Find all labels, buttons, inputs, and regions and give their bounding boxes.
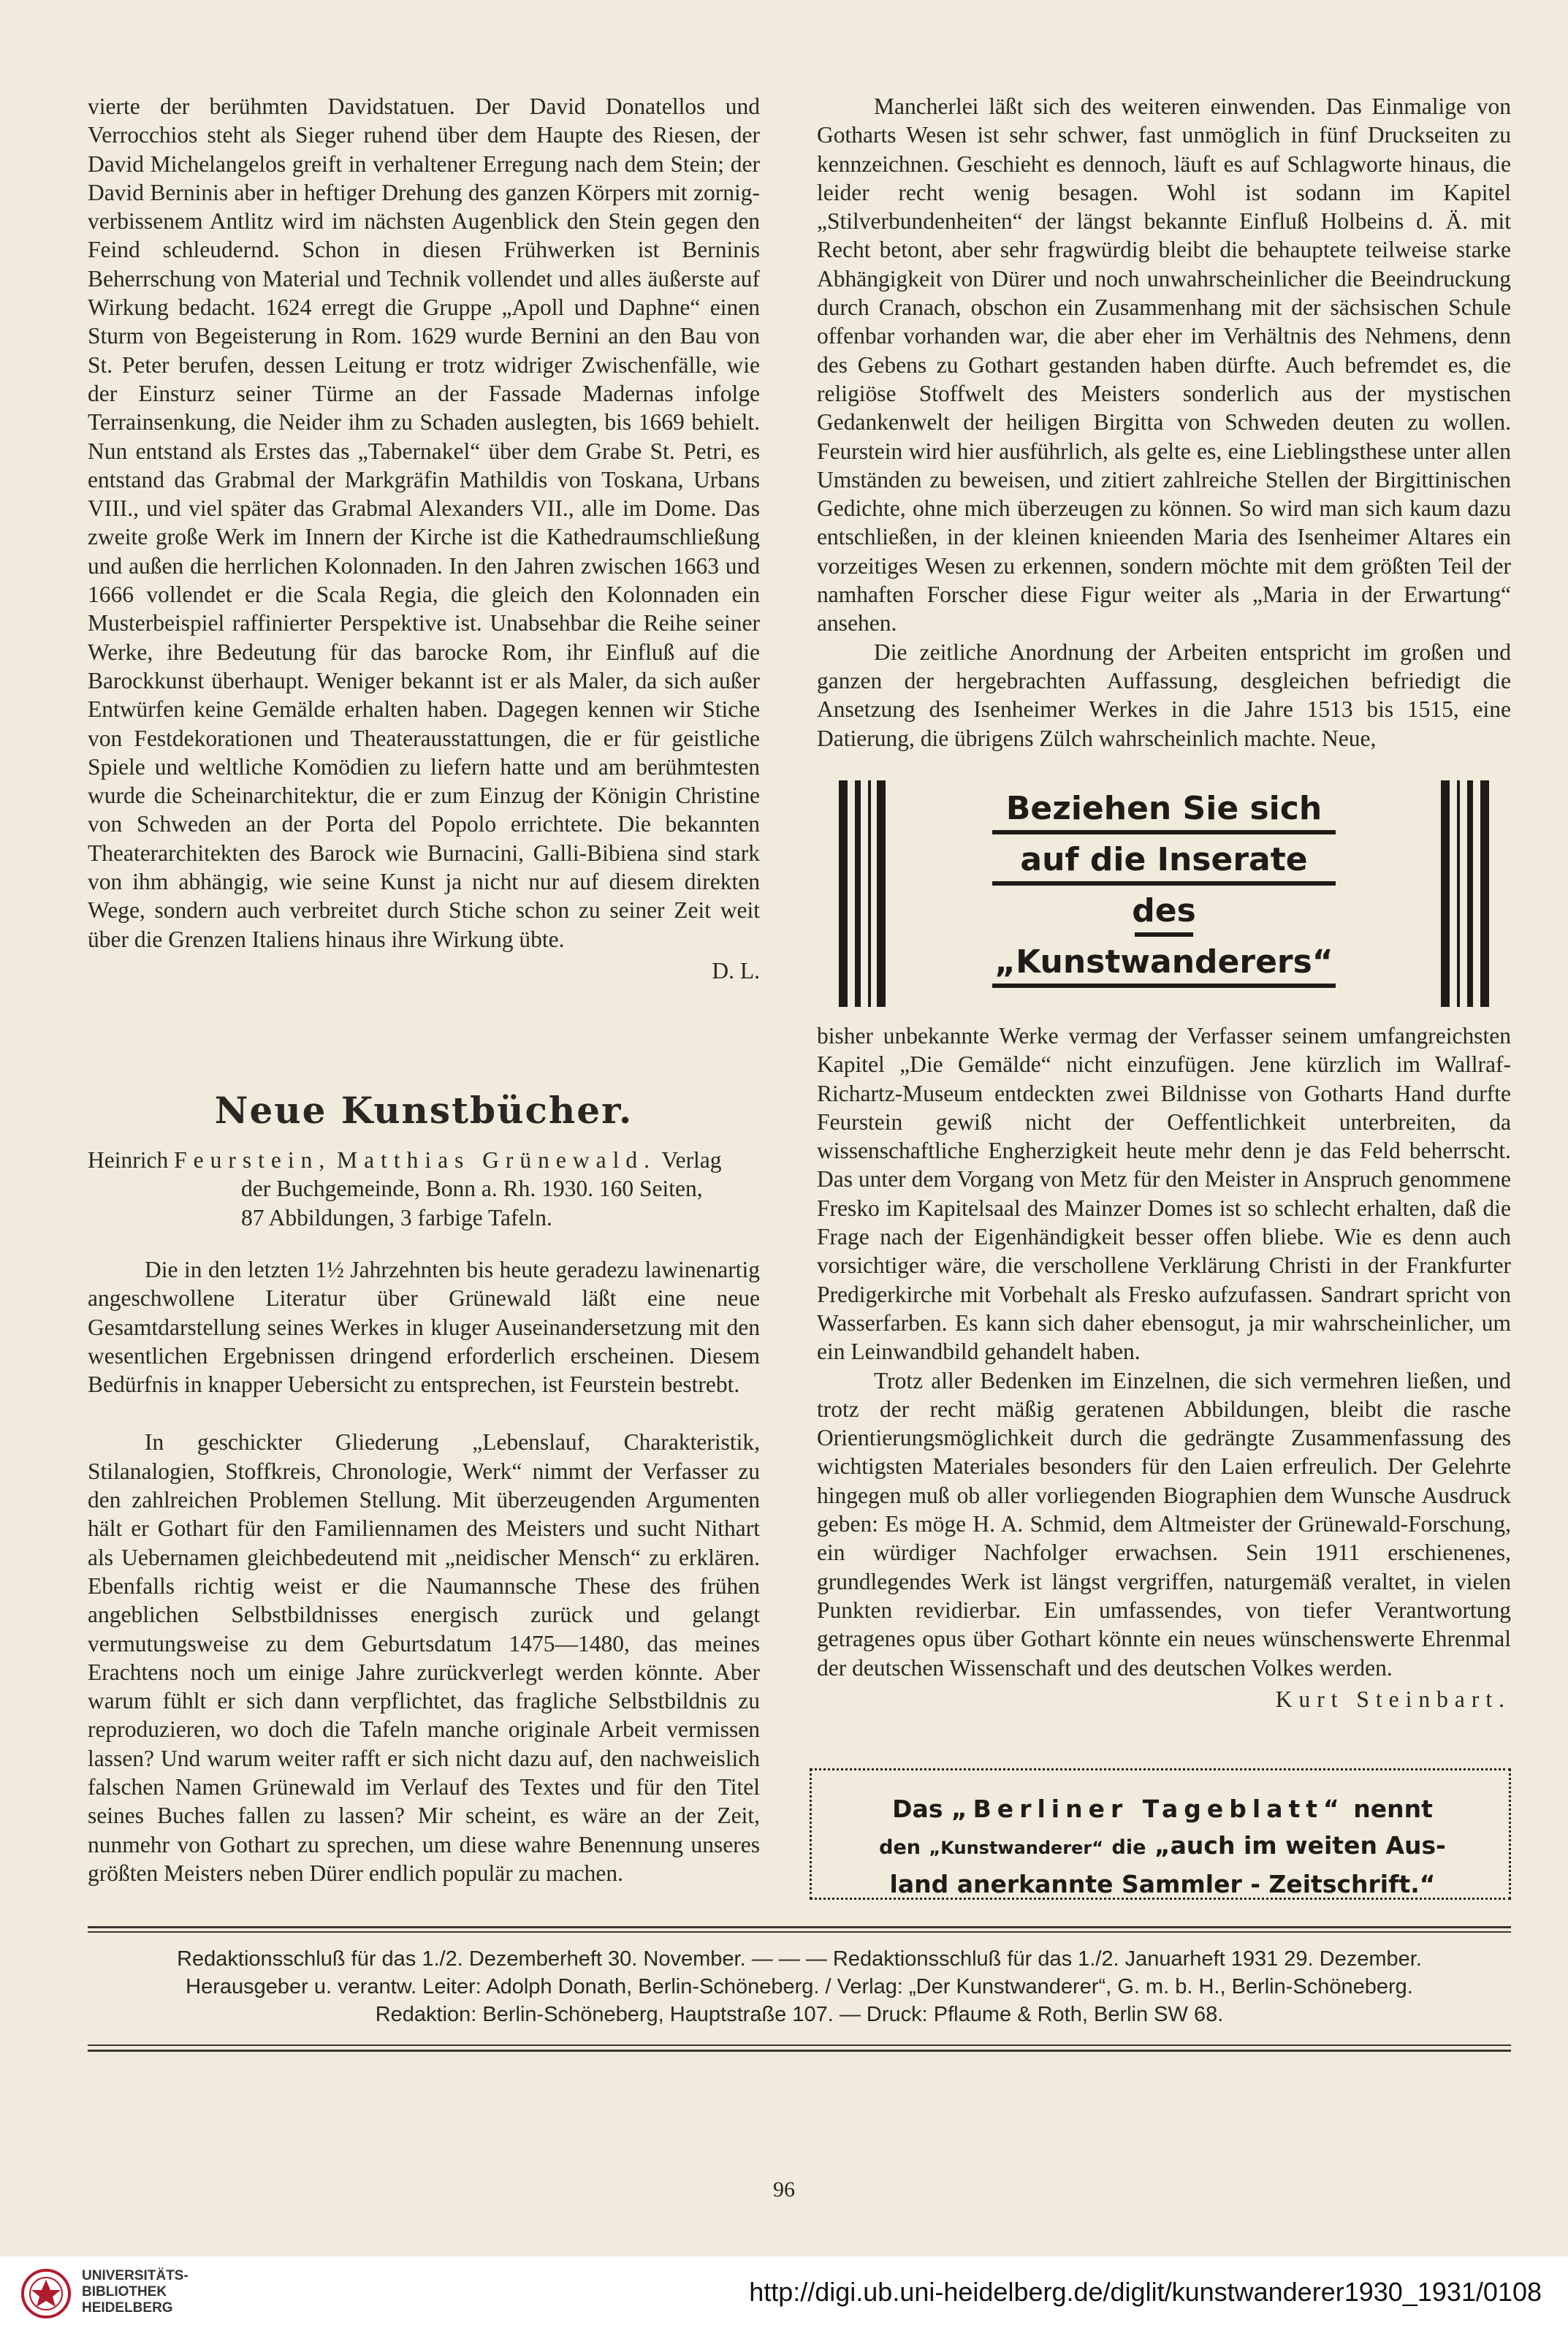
book-extent: 87 Abbildungen, 3 farbige Tafeln. bbox=[241, 1204, 552, 1230]
book-author-lastname: Feurstein, bbox=[174, 1147, 332, 1173]
tageblatt-quote bbox=[841, 1791, 1484, 1903]
paragraph: Mancherlei läßt sich des weiteren einwenden. Das Einmalige von Gotharts Wesen ist sehr schwer, fast unmöglich in fünf Druckseiten zu kennzeichnen. Geschieht es dennoch, läuft es auf Schlagworte hinaus, die leider recht wenig besagen. Wohl ist sodann im Kapitel „Stilverbundenheiten“ der längst bekannte Einfluß Holbeins d. Ä. mit Recht betont, aber sehr fragwürdig bleibt die behauptete teilweise starke Abhängigkeit von Dürer und noch unwahrscheinlicher die Beeindruckung durch Cranach, obschon ein Zusammenhang mit der sächsischen Schule offenbar vorhanden war, die aber eher im Verhältnis des Nehmens, denn des Gebens zu Gothart gestanden haben dürfte. Auch befremdet es, die religiöse Stoffwelt des Meisters sonderlich aus der mystischen Gedankenwelt der heiligen Birgitta von Schweden deuten zu wollen. Feurstein wird hier ausführlich, als gelte es, eine Lieblingsthese unter allen Umständen zu beweisen, und zitiert zahlreiche Stellen der Birgittinischen Gedichte, ohne mich überzeugen zu können. So wird man sich kaum dazu entschließen, in der kleinen knieenden Maria des Isenheimer Altares ein vorzeitiges Wesen zu erkennen, sondern möchte mit dem größten Teil der namhaften Forscher diese Figur weiter als „Maria in der Erwartung“ ansehen. bbox=[817, 94, 1511, 636]
book-title: Matthias Grünewald. bbox=[337, 1147, 657, 1173]
article-bernini-continued bbox=[88, 92, 760, 985]
divider bbox=[88, 2050, 1511, 2052]
tageblatt-quote-box bbox=[810, 1768, 1511, 1900]
section-heading: Neue Kunstbücher. bbox=[214, 1089, 633, 1132]
divider bbox=[88, 1931, 1511, 1933]
advertisement-box bbox=[839, 780, 1489, 1007]
paragraph: In geschickter Gliederung „Lebenslauf, Charakteristik, Stilanalogien, Stoffkreis, Chronologie, Werk“ nimmt der Verfasser zu den zahlreichen Problemen Stellung. Mit überzeugenden Argumenten hält er Gothart für den Familiennamen des Meisters und sucht Nithart als Uebernamen gleichbedeutend mit „neidischer Mensch“ zu erklären. Ebenfalls richtig weist er die Naumannsche These des frühen angeblichen Selbstbildnisses energisch zurück und gelangt vermutungsweise zu dem Geburtsdatum 1475—1480, das meines Erachtens noch um einige Jahre zurückverlegt werden könnte. Aber warum fühlt er sich dann verpflichtet, das fragliche Selbstbildnis zu reproduzieren, wo doch die Tafeln manche originale Arbeit vermissen lassen? Und warum weiter rafft er sich nicht dazu auf, den nachweislich falschen Namen Grünewald im Verlauf des Textes und für den Titel seines Buches fallen zu lassen? Mir scheint, es wäre an der Zeit, nunmehr von Gothart zu sprechen, um diese wahre Benennung unseres größten Meisters neben Dürer endlich populär zu machen. bbox=[88, 1429, 760, 1886]
review-right-column-top bbox=[817, 92, 1511, 753]
author-initials: D. L. bbox=[712, 957, 760, 984]
book-author-firstname: Heinrich bbox=[88, 1147, 169, 1173]
paragraph: Die zeitliche Anordnung der Arbeiten entspricht im großen und ganzen der hergebrachten Auffassung, desgleichen befriedigt die Ansetzung des Isenheimer Werkes in die Jahre 1513 bis 1515, eine Datierung, die übrigens Zülch wahrscheinlich machte. Neue, bbox=[817, 639, 1511, 751]
book-publisher-prefix: Verlag bbox=[661, 1147, 722, 1173]
quote-line: Das „Berliner Tageblatt“ nennt bbox=[892, 1795, 1433, 1823]
ad-rule bbox=[992, 881, 1336, 886]
ad-text bbox=[919, 780, 1409, 995]
imprint-line: Redaktionsschluß für das 1./2. Dezemberheft 30. November. — — — Redaktionsschluß für das 1./2. Januarheft 1931 29. Dezember. bbox=[177, 1947, 1422, 1971]
review-left-column bbox=[88, 1255, 760, 1887]
library-banner bbox=[0, 2256, 1568, 2328]
ad-rule bbox=[1135, 932, 1193, 937]
book-publisher: der Buchgemeinde, Bonn a. Rh. 1930. 160 Seiten, bbox=[241, 1176, 703, 1202]
library-name: UNIVERSITÄTS- BIBLIOTHEK HEIDELBERG bbox=[82, 2268, 189, 2316]
ad-line: Beziehen Sie sich bbox=[1005, 790, 1322, 827]
divider bbox=[88, 1926, 1511, 1928]
ad-line: „Kunstwanderers“ bbox=[994, 943, 1333, 981]
reviewer-signature: Kurt Steinbart. bbox=[1275, 1686, 1511, 1712]
divider bbox=[88, 2044, 1511, 2046]
ad-line: auf die Inserate bbox=[1020, 841, 1308, 878]
paragraph: Trotz aller Bedenken im Einzelnen, die sich vermehren ließen, und trotz der recht mäßig geratenen Abbildungen, bleibt die rasche Orientierungsmöglichkeit durch die gedrängte Zusammenfassung des wichtigsten Materiales besonders für den Laien erfreulich. Der Gelehrte hingegen muß ob aller vorliegenden Biographien dem Wunsche Ausdruck geben: Es möge H. A. Schmid, dem Altmeister der Grünewald-Forschung, ein würdiger Nachfolger erwachsen. Sein 1911 erschienenes, grundlegendes Werk ist längst vergriffen, naturgemäß veraltet, in vielen Punkten revidierbar. Ein umfassendes, von tiefer Verantwortung getragenes opus über Gothart könnte ein neues wünschenswerte Ehrenmal der deutschen Wissenschaft und des deutschen Volkes werden. bbox=[817, 1367, 1511, 1681]
ad-rule bbox=[992, 830, 1336, 834]
source-url-link[interactable]: http://digi.ub.uni-heidelberg.de/diglit/kunstwanderer1930_1931/0108 bbox=[749, 2277, 1542, 2307]
ad-bars-left bbox=[839, 780, 887, 1007]
ad-rule bbox=[992, 984, 1336, 988]
imprint-line: Herausgeber u. verantw. Leiter: Adolph Donath, Berlin-Schöneberg. / Verlag: „Der Kunstwanderer“, G. m. b. H., Berlin-Schöneberg. bbox=[186, 1975, 1413, 1998]
paragraph: vierte der berühmten Davidstatuen. Der David Donatellos und Verrocchios steht als Sieger ruhend über dem Haupte des Riesen, der David Michelangelos greift in verhaltener Erregung nach dem Stein; der David Berninis aber in heftiger Drehung des ganzen Körpers mit zornig-verbissenem Antlitz wird im nächsten Augenblick den Stein gegen den Feind schleudernd. Schon in diesen Frühwerken ist Berninis Beherrschung von Material und Technik vollendet und alles äußerste auf Wirkung bedacht. 1624 erregt die Gruppe „Apoll und Daphne“ einen Sturm von Begeisterung in Rom. 1629 wurde Bernini an den Bau von St. Peter berufen, dessen Leitung er trotz widriger Zwischenfälle, wie der Einsturz seiner Türme an der Fassade Madernas infolge Terrainsenkung, die Neider ihm zu Schaden auslegten, bis 1669 behielt. Nun entstand als Erstes das „Tabernakel“ über dem Grabe St. Petri, es entstand das Grabmal der Markgräfin Mathildis von Toskana, Urbans VIII., und viel später das Grabmal Alexanders VII., alle im Dome. Das zweite große Werk im Innern der Kirche ist die Kathedraumschließung und außen die herrlichen Kolonnaden. In den Jahren zwischen 1663 und 1666 vollendet er die Scala Regia, die gleich den Kolonnaden ein Musterbeispiel raffinierter Perspektive ist. Unabsehbar die Reihe seiner Werke, ihre Bedeutung für das barocke Rom, ihr Einfluß auf die Barockkunst überhaupt. Weniger bekannt ist er als Maler, da sich außer Entwürfen keine Gemälde erhalten haben. Dagegen kennen wir Stiche von Festdekorationen und Theaterausstattungen, die er für geistliche Spiele und weltliche Komödien zu liefern hatte und am berühmtesten wurde die Scheinarchitektur, die er zum Einzug der Königin Christine von Schweden an der Porta del Popolo errichtete. Die bekannten Theaterarchitekten des Barock wie Burnacini, Galli-Bibiena sind stark von ihm abhängig, wie seine Kunst ja nicht nur auf diesem direkten Wege, sondern auch verbreitet durch Stiche schon zu seiner Zeit weit über die Grenzen Italiens hinaus ihre Wirkung übte. bbox=[88, 94, 760, 952]
imprint-line: Redaktion: Berlin-Schöneberg, Hauptstraße 107. — Druck: Pflaume & Roth, Berlin SW 68. bbox=[375, 2003, 1224, 2026]
review-right-column-bottom bbox=[817, 1022, 1511, 1713]
ad-bars-right bbox=[1441, 780, 1489, 1007]
ad-line: des bbox=[1132, 892, 1196, 929]
quote-line: den „Kunstwanderer“ die „auch im weiten Aus- bbox=[879, 1831, 1446, 1860]
book-reference bbox=[88, 1146, 760, 1232]
paragraph: bisher unbekannte Werke vermag der Verfasser seinem umfangreichsten Kapitel „Die Gemälde“ nicht einzufügen. Jene kürzlich im Wallraf-Richartz-Museum entdeckten zwei Bildnisse von Gotharts Hand durfte Feurstein gewiß nicht der Oeffentlichkeit unterbreiten, da wissenschaftliche Engherzigkeit heute mehr denn je das Feld beherrscht. Das unter dem Vorgang von Metz für den Meister in Anspruch genommene Fresko im Kapitelsaal des Mainzer Domes ist so schlecht erhalten, daß die Frage nach der Eigenhändigkeit besser offen bliebe. Wie es denn auch vorsichtiger wäre, die verschollene Verklärung Christi in der Frankfurter Predigerkirche mit Vorbehalt als Fresko aufzufassen. Sandrart spricht von Wasserfarben. Es kann sich daher ebensogut, ja mir wahrscheinlicher, um ein Leinwandbild gehandelt haben. bbox=[817, 1023, 1511, 1365]
book-reference-line-1 bbox=[88, 1146, 760, 1174]
university-seal-icon bbox=[20, 2268, 72, 2319]
imprint bbox=[88, 1945, 1511, 2028]
quote-line: land anerkannte Sammler - Zeitschrift.“ bbox=[889, 1870, 1436, 1898]
page-number: 96 bbox=[773, 2177, 795, 2202]
paragraph: Die in den letzten 1½ Jahrzehnten bis heute geradezu lawinenartig angeschwollene Literatur über Grünewald läßt eine neue Gesamtdarstellung seines Werkes in kluger Auseinandersetzung mit den wesentlichen Ergebnissen dringend erforderlich erscheinen. Diesem Bedürfnis in knapper Uebersicht zu entsprechen, ist Feurstein bestrebt. bbox=[88, 1257, 760, 1398]
